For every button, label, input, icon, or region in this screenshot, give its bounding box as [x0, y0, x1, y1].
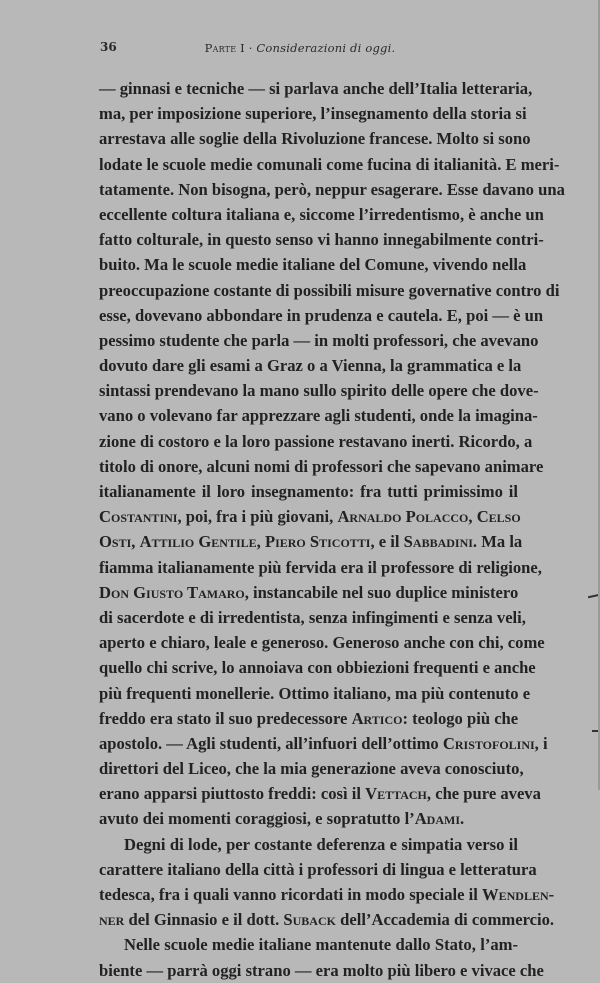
text-line	[99, 101, 527, 126]
text-segment: titolo di onore, alcuni nomi di professori che sapevano animare	[99, 456, 544, 476]
text-segment: erano apparsi piuttosto freddi: così il	[99, 784, 366, 804]
text-line	[99, 227, 544, 252]
text-line	[99, 403, 538, 428]
text-line	[99, 252, 527, 277]
text-line	[99, 202, 544, 227]
text-line	[99, 832, 518, 857]
proper-name: Piero Sticotti	[264, 532, 371, 552]
text-segment: italianamente il loro insegnamento: fra tutti primissimo il	[99, 482, 518, 501]
proper-name: Sabbadini	[403, 532, 473, 552]
text-segment: dell’Accademia di commercio.	[335, 910, 555, 930]
text-segment: , poi, fra i più giovani,	[177, 507, 338, 527]
text-segment: freddo era stato il suo predecessore	[99, 708, 352, 728]
text-segment: quello chi scrive, lo annoiava con obbiezioni frequenti e anche	[99, 658, 536, 678]
proper-name: Cristofolini	[442, 733, 535, 753]
text-line	[99, 706, 518, 731]
proper-name: Vettach	[365, 784, 427, 804]
text-segment: aperto e chiaro, leale e generoso. Generoso anche con chi, come	[99, 633, 545, 653]
proper-name: Osti	[99, 532, 132, 552]
text-segment: , e il	[370, 532, 404, 552]
text-segment: esse, dovevano abbondare in prudenza e cautela. E, poi — è un	[99, 305, 544, 325]
running-head	[0, 41, 600, 55]
page-number: 36	[100, 40, 117, 54]
text-segment: lodate le scuole medie comunali come fucina di italianità. E meri-	[99, 154, 560, 174]
text-line	[99, 328, 539, 353]
running-head-separator: ·	[244, 41, 257, 55]
body-text	[99, 76, 565, 983]
text-segment: carattere italiano della città i professori di lingua e letteratura	[99, 859, 537, 879]
text-segment: buito. Ma le scuole medie italiane del Comune, vivendo nella	[99, 255, 527, 275]
text-line	[99, 857, 537, 882]
text-segment: arrestava alle soglie della Rivoluzione francese. Molto si sono	[99, 129, 531, 149]
proper-name: Artico	[351, 708, 403, 728]
text-segment: di sacerdote e di irredentista, senza infingimenti e senza veli,	[99, 607, 526, 627]
proper-name: Adami	[414, 809, 461, 829]
text-line	[99, 429, 533, 454]
text-segment: : teologo più che	[402, 708, 519, 728]
text-segment: , instancabile nel suo duplice ministero	[244, 582, 519, 602]
text-line	[99, 303, 544, 328]
text-segment: pessimo studente che parla — in molti professori, che avevano	[99, 330, 539, 350]
text-segment: .	[460, 809, 465, 829]
text-segment: preoccupazione costante di possibili misure governative contro di	[99, 280, 560, 300]
text-line	[99, 756, 524, 781]
text-segment: ,	[468, 507, 477, 527]
text-line	[99, 932, 518, 957]
text-segment: zione di costoro e la loro passione restavano inerti. Ricordo, a	[99, 431, 533, 451]
text-line	[99, 378, 539, 403]
text-line	[99, 681, 531, 706]
text-line	[99, 605, 526, 630]
text-line	[99, 655, 536, 680]
text-line	[99, 907, 555, 932]
text-line	[99, 479, 518, 504]
text-segment: fiamma italianamente più fervida era il professore di religione,	[99, 557, 542, 577]
text-segment: Degni di lode, per costante deferenza e simpatia verso il	[124, 834, 518, 854]
text-line	[99, 781, 541, 806]
running-head-chapter-title: Considerazioni di oggi.	[256, 41, 396, 55]
text-segment: vano o volevano far apprezzare agli studenti, onde la imagina-	[99, 406, 538, 426]
proper-name: Costantini	[99, 507, 178, 527]
proper-name: Attilio Gentile	[139, 532, 257, 552]
proper-name: ner	[99, 910, 125, 930]
text-segment: apostolo. — Agli studenti, all’infuori dell’ottimo	[99, 733, 443, 753]
text-segment: , i	[534, 733, 548, 753]
running-head-part: Parte I	[204, 41, 245, 55]
proper-name: Wendlen-	[482, 885, 555, 904]
text-segment: più frequenti monellerie. Ottimo italiano, ma più contenuto e	[99, 683, 531, 703]
text-line	[99, 504, 521, 529]
proper-name: Arnaldo Polacco	[337, 507, 469, 527]
text-segment: Nelle scuole medie italiane mantenute dallo Stato, l’am-	[124, 935, 518, 955]
text-segment: — ginnasi e tecniche — si parlava anche dell’Italia letteraria,	[99, 79, 533, 98]
proper-name: Don Giusto Tamaro	[99, 582, 245, 602]
proper-name: Suback	[283, 910, 336, 930]
text-line	[99, 454, 544, 479]
text-segment: tatamente. Non bisogna, però, neppur esagerare. Esse davano una	[99, 179, 565, 199]
text-line	[99, 177, 565, 202]
text-line	[99, 353, 522, 378]
text-line	[99, 882, 555, 907]
text-segment: ,	[256, 532, 265, 552]
text-segment: biente — parrà oggi strano — era molto più libero e vivace che	[99, 960, 544, 980]
text-line	[99, 630, 545, 655]
text-line	[99, 806, 518, 831]
text-segment: sintassi prendevano la mano sullo spirito delle opere che dove-	[99, 381, 539, 401]
text-segment: . Ma la	[472, 532, 523, 552]
proper-name: Celso	[476, 507, 521, 527]
text-segment: avuto dei momenti coraggiosi, e sopratutto l’	[99, 809, 415, 829]
text-line	[99, 152, 560, 177]
text-line	[99, 580, 518, 605]
text-line	[99, 958, 544, 983]
text-segment: eccellente coltura italiana e, siccome l’irredentismo, è anche un	[99, 204, 544, 224]
text-segment: fatto colturale, in questo senso vi hanno innegabilmente contri-	[99, 230, 544, 250]
text-segment: ma, per imposizione superiore, l’insegnamento della storia si	[99, 104, 527, 124]
text-line	[99, 76, 533, 101]
text-segment: tedesca, fra i quali vanno ricordati in modo speciale il	[99, 885, 483, 904]
text-segment: , che pure aveva	[426, 784, 541, 804]
text-segment: del Ginnasio e il dott.	[124, 910, 284, 930]
text-line	[99, 278, 560, 303]
text-line	[99, 555, 542, 580]
text-line	[99, 126, 531, 151]
text-segment: ,	[131, 532, 140, 552]
text-segment: dovuto dare gli esami a Graz o a Vienna, la grammatica e la	[99, 356, 522, 376]
text-line	[99, 529, 523, 554]
text-line	[99, 731, 548, 756]
text-segment: direttori del Liceo, che la mia generazione aveva conosciuto,	[99, 759, 524, 779]
